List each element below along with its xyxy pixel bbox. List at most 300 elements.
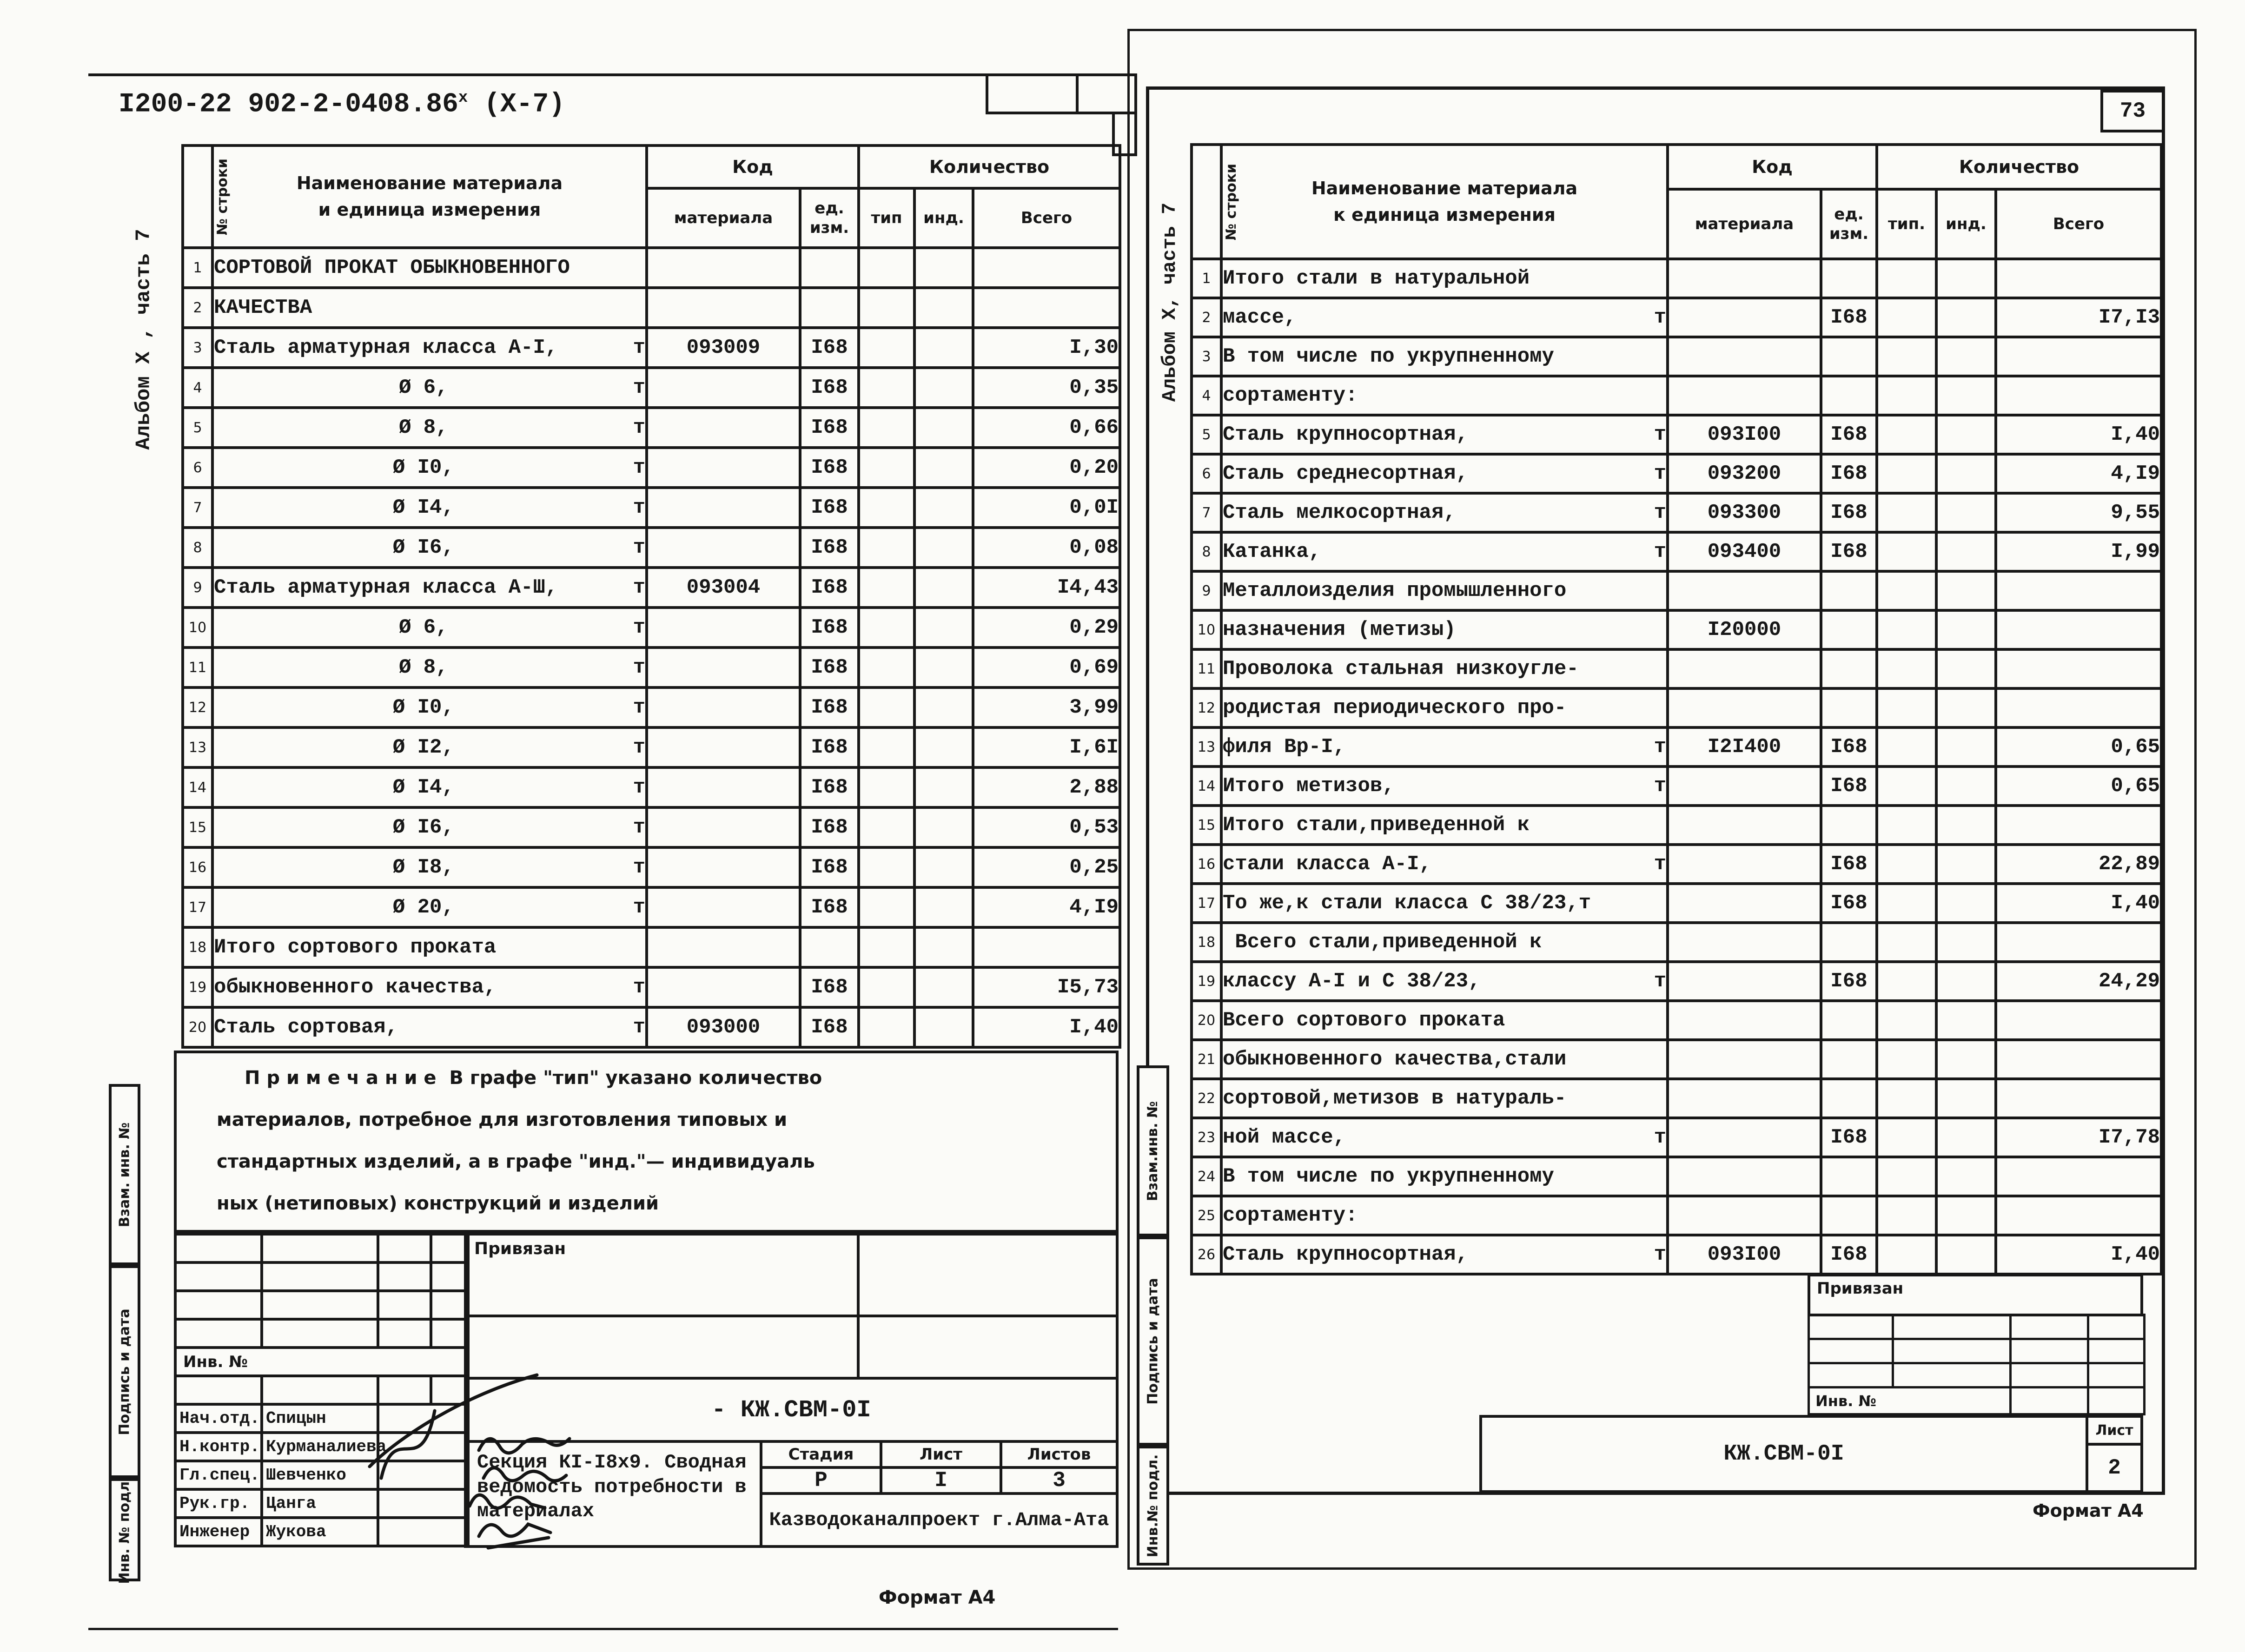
material-name-wrap (1223, 931, 1666, 954)
individual-qty-cell (914, 648, 973, 687)
material-name-cell (212, 847, 647, 887)
material-name-text: Ø I0, (392, 696, 454, 719)
unit-code-cell (1821, 688, 1877, 727)
unit-code-cell: I68 (1821, 1235, 1877, 1274)
table-row (183, 248, 1120, 288)
doc-code-cell-right: КЖ.СВМ-0I (1479, 1415, 2088, 1493)
individual-qty-cell (914, 448, 973, 488)
row-number-cell: 7 (183, 488, 212, 528)
document-number-suffix: (Х-7) (468, 89, 565, 120)
material-name-cell (212, 967, 647, 1007)
type-qty-cell (1877, 845, 1936, 884)
signature-role-cell: Рук.гр. (175, 1489, 262, 1518)
row-number-cell: 14 (1192, 767, 1221, 806)
material-name-wrap (214, 616, 645, 639)
total-qty-cell (1996, 571, 2161, 610)
type-qty-cell (1877, 884, 1936, 923)
material-name-wrap (1223, 774, 1666, 798)
sheet-number-cell: 73 (2100, 90, 2165, 132)
material-name-text: СОРТОВОЙ ПРОКАТ ОБЫКНОВЕННОГО (214, 256, 570, 279)
material-name-cell (1221, 337, 1668, 376)
type-qty-cell (1877, 571, 1936, 610)
material-name-cell (212, 248, 647, 288)
individual-qty-cell (914, 687, 973, 727)
row-number-cell: 5 (1192, 415, 1221, 454)
material-name-wrap (214, 376, 645, 399)
table-row (1192, 767, 2161, 806)
album-label-left: Альбом X , часть 7 (132, 229, 156, 450)
material-name-wrap (214, 336, 645, 359)
row-number-cell: 22 (1192, 1079, 1221, 1118)
empty-grid-cell (431, 1262, 468, 1291)
individual-qty-cell (1936, 1001, 1996, 1040)
material-name-text: Сталь арматурная класса А-Ш, (214, 576, 558, 599)
material-name-cell (1221, 571, 1668, 610)
row-number-cell: 24 (1192, 1157, 1221, 1196)
unit-code-cell: I68 (800, 1007, 859, 1047)
column-header-material-name: Наименование материала и единица измерения (212, 145, 647, 248)
material-name-wrap (214, 496, 645, 519)
margin-label-podpis-data-right: Подпись и дата (1137, 1236, 1169, 1446)
type-qty-cell (1877, 1196, 1936, 1235)
empty-grid-cell (378, 1234, 431, 1262)
empty-cell-mid-right (857, 1315, 1119, 1380)
type-qty-cell (1877, 923, 1936, 962)
material-name-cell (1221, 767, 1668, 806)
unit-text: т (633, 496, 645, 519)
individual-qty-cell (914, 767, 973, 807)
material-code-cell (647, 488, 800, 528)
total-qty-cell (973, 288, 1120, 328)
empty-grid-cell (262, 1262, 378, 1291)
type-qty-cell (859, 727, 914, 767)
type-qty-cell (859, 608, 914, 648)
material-name-wrap (214, 776, 645, 799)
row-number-cell: 13 (183, 727, 212, 767)
row-number-cell: 15 (183, 807, 212, 847)
material-code-cell (647, 927, 800, 967)
material-name-text: Проволока стальная низкоугле- (1223, 657, 1579, 681)
unit-text: т (633, 656, 645, 679)
unit-text: т (1654, 1126, 1666, 1149)
material-name-cell (1221, 727, 1668, 767)
material-name-wrap (1223, 696, 1666, 720)
list-label-cell: Лист (2086, 1415, 2143, 1446)
signature-stroke-rukgr (470, 1495, 545, 1508)
individual-qty-cell (1936, 337, 1996, 376)
individual-qty-cell (914, 368, 973, 408)
material-code-cell (1668, 1118, 1821, 1157)
format-note-left: Формат А4 (879, 1587, 996, 1608)
row-number-cell: 11 (183, 648, 212, 687)
column-header-row-number: № строки (183, 145, 212, 248)
total-qty-cell: I,40 (973, 1007, 1120, 1047)
note-line: П р и м е ч а н и е В графе "тип" указано количество (245, 1067, 822, 1089)
individual-qty-cell (914, 528, 973, 568)
total-qty-cell: 0,08 (973, 528, 1120, 568)
unit-text: т (1654, 540, 1666, 563)
individual-qty-cell (1936, 1118, 1996, 1157)
individual-qty-cell (914, 608, 973, 648)
material-name-text: В том числе по укрупненному (1223, 1165, 1554, 1188)
material-code-cell: 093000 (647, 1007, 800, 1047)
empty-grid-cell (262, 1291, 378, 1319)
material-name-wrap (1223, 735, 1666, 759)
type-qty-cell (859, 248, 914, 288)
material-name-text: Сталь арматурная класса А-I, (214, 336, 558, 359)
unit-code-cell: I68 (800, 887, 859, 927)
material-name-cell (1221, 415, 1668, 454)
column-header-individual: инд. (914, 188, 973, 248)
table-row (1192, 923, 2161, 962)
table-row (183, 967, 1120, 1007)
total-qty-cell: 0,65 (1996, 767, 2161, 806)
material-name-wrap (214, 256, 645, 279)
material-name-wrap (214, 536, 645, 559)
material-name-cell (1221, 298, 1668, 337)
row-number-cell: 4 (183, 368, 212, 408)
type-qty-cell (1877, 610, 1936, 649)
material-name-wrap (1223, 540, 1666, 563)
table-row (183, 687, 1120, 727)
empty-grid-cell (378, 1291, 431, 1319)
unit-code-cell (1821, 610, 1877, 649)
total-qty-cell (1996, 1157, 2161, 1196)
individual-qty-cell (1936, 259, 1996, 298)
material-name-wrap (214, 576, 645, 599)
total-qty-cell (1996, 1001, 2161, 1040)
material-name-text: Ø I0, (392, 456, 454, 479)
titleblock-inv-row (1809, 1388, 2145, 1414)
unit-code-cell: I68 (800, 807, 859, 847)
individual-qty-cell (914, 328, 973, 368)
unit-code-cell (1821, 571, 1877, 610)
signature-role-cell: Инженер (175, 1518, 262, 1546)
material-name-wrap (1223, 1243, 1666, 1266)
row-number-cell: 16 (1192, 845, 1221, 884)
material-code-cell (647, 648, 800, 687)
material-name-wrap (1223, 579, 1666, 602)
material-name-text: Катанка, (1223, 540, 1321, 563)
material-name-wrap (1223, 306, 1666, 329)
titleblock-grid-row (1809, 1315, 2145, 1339)
material-name-text: Итого стали в натуральной (1223, 267, 1530, 290)
unit-code-cell: I68 (1821, 454, 1877, 493)
left-page-top-rule (88, 73, 1137, 76)
empty-grid-cell (262, 1234, 378, 1262)
stage-value-listov: 3 (1000, 1466, 1119, 1495)
unit-code-cell: I68 (1821, 962, 1877, 1001)
type-qty-cell (859, 448, 914, 488)
type-qty-cell (1877, 806, 1936, 845)
total-qty-cell: I4,43 (973, 568, 1120, 608)
unit-code-cell: I68 (800, 448, 859, 488)
note-line: материалов, потребное для изготовления типовых и (217, 1109, 788, 1130)
document-number (119, 89, 565, 119)
unit-code-cell (800, 288, 859, 328)
margin-label-vzam-inv-left: Взам. инв. № (109, 1084, 140, 1265)
material-code-cell (647, 448, 800, 488)
material-code-cell (1668, 1079, 1821, 1118)
type-qty-cell (1877, 1118, 1936, 1157)
total-qty-cell: 9,55 (1996, 493, 2161, 532)
column-header-material-name: Наименование материала к единица измерения (1221, 145, 1668, 259)
unit-code-cell: I68 (800, 648, 859, 687)
total-qty-cell: 0,66 (973, 408, 1120, 448)
column-header-material-code: материала (647, 188, 800, 248)
total-qty-cell (1996, 337, 2161, 376)
individual-qty-cell (914, 727, 973, 767)
unit-text: т (1654, 306, 1666, 329)
row-number-cell: 17 (183, 887, 212, 927)
individual-qty-cell (1936, 1040, 1996, 1079)
material-name-text: обыкновенного качества,стали (1223, 1048, 1567, 1071)
type-qty-cell (859, 288, 914, 328)
individual-qty-cell (1936, 298, 1996, 337)
signature-name-cell: Спицын (262, 1404, 378, 1433)
row-number-cell: 8 (183, 528, 212, 568)
total-qty-cell: I5,73 (973, 967, 1120, 1007)
signature-stroke-nachotd-loop (381, 1411, 435, 1478)
material-name-cell (1221, 1235, 1668, 1274)
material-name-cell (1221, 1079, 1668, 1118)
column-header-total: Всего (1996, 189, 2161, 259)
material-name-wrap (1223, 813, 1666, 837)
unit-code-cell: I68 (800, 967, 859, 1007)
material-name-text: Ø I8, (392, 856, 454, 879)
signature-name-cell: Шевченко (262, 1461, 378, 1489)
row-number-cell: 23 (1192, 1118, 1221, 1157)
material-name-text: Ø I4, (392, 496, 454, 519)
material-name-text: Итого сортового проката (214, 936, 497, 959)
table-row (1192, 454, 2161, 493)
material-name-wrap (1223, 384, 1666, 407)
row-number-cell: 6 (183, 448, 212, 488)
unit-code-cell: I68 (800, 687, 859, 727)
type-qty-cell (859, 927, 914, 967)
total-qty-cell: 0,65 (1996, 727, 2161, 767)
material-name-wrap (1223, 852, 1666, 876)
individual-qty-cell (1936, 376, 1996, 415)
material-name-cell (212, 608, 647, 648)
material-name-cell (212, 648, 647, 687)
table-row (1192, 571, 2161, 610)
type-qty-cell (859, 887, 914, 927)
table-row (183, 448, 1120, 488)
table-row (183, 1007, 1120, 1047)
material-name-wrap (1223, 345, 1666, 368)
titleblock-grid-row (1809, 1339, 2145, 1363)
total-qty-cell: I,40 (1996, 415, 2161, 454)
type-qty-cell (1877, 454, 1936, 493)
signature-role-cell: Нач.отд. (175, 1404, 262, 1433)
left-page-bottom-rule (88, 1628, 1118, 1630)
unit-code-cell (1821, 1196, 1877, 1235)
margin-label-vzam-inv-right: Взам.инв. № (1137, 1065, 1169, 1236)
unit-code-cell (1821, 649, 1877, 688)
stage-header-stadia: Стадия (760, 1440, 882, 1469)
row-number-cell: 1 (1192, 259, 1221, 298)
material-name-cell (212, 1007, 647, 1047)
unit-text: т (633, 976, 645, 999)
row-number-cell: 9 (1192, 571, 1221, 610)
type-qty-cell (1877, 532, 1936, 571)
table-row (1192, 298, 2161, 337)
unit-text: т (633, 576, 645, 599)
material-name-text: Ø 8, (398, 656, 448, 679)
column-header-material-code: материала (1668, 189, 1821, 259)
material-code-cell (1668, 376, 1821, 415)
material-code-cell (1668, 1040, 1821, 1079)
individual-qty-cell (914, 807, 973, 847)
individual-qty-cell (1936, 767, 1996, 806)
material-code-cell (1668, 649, 1821, 688)
row-number-cell: 18 (183, 927, 212, 967)
table-row (183, 767, 1120, 807)
note-box (174, 1051, 1119, 1233)
unit-code-cell: I68 (1821, 298, 1877, 337)
unit-text: т (633, 616, 645, 639)
total-qty-cell (1996, 688, 2161, 727)
row-number-cell: 1 (183, 248, 212, 288)
table-row (1192, 1235, 2161, 1274)
material-name-text: Сталь среднесортная, (1223, 462, 1469, 485)
material-code-cell (1668, 845, 1821, 884)
type-qty-cell (1877, 1079, 1936, 1118)
unit-text: т (633, 776, 645, 799)
unit-code-cell: I68 (800, 528, 859, 568)
table-row (1192, 806, 2161, 845)
empty-grid-cell (431, 1291, 468, 1319)
unit-code-cell: I68 (1821, 884, 1877, 923)
individual-qty-cell (914, 288, 973, 328)
total-qty-cell: 0,35 (973, 368, 1120, 408)
total-qty-cell: 4,I9 (973, 887, 1120, 927)
type-qty-cell (1877, 1235, 1936, 1274)
stage-value-stadia: Р (760, 1466, 882, 1495)
row-number-cell: 16 (183, 847, 212, 887)
signature-name-cell: Цанга (262, 1489, 378, 1518)
table-row (1192, 1040, 2161, 1079)
total-qty-cell: 24,29 (1996, 962, 2161, 1001)
individual-qty-cell (1936, 1235, 1996, 1274)
materials-table-left (181, 144, 1121, 1049)
material-name-wrap (1223, 1048, 1666, 1071)
unit-text: т (1654, 501, 1666, 524)
margin-label-podpis-data-left: Подпись и дата (109, 1265, 140, 1478)
material-code-cell (647, 608, 800, 648)
materials-table-right (1190, 143, 2163, 1275)
document-number-superscript: х (458, 89, 468, 107)
unit-code-cell (1821, 1001, 1877, 1040)
type-qty-cell (1877, 493, 1936, 532)
unit-text: т (1654, 774, 1666, 798)
unit-code-cell: I68 (1821, 532, 1877, 571)
material-code-cell: I2I400 (1668, 727, 1821, 767)
individual-qty-cell (1936, 1157, 1996, 1196)
type-qty-cell (1877, 1001, 1936, 1040)
type-qty-cell (859, 368, 914, 408)
total-qty-cell (973, 927, 1120, 967)
material-name-wrap (1223, 892, 1666, 915)
empty-grid-cell (431, 1234, 468, 1262)
material-name-cell (1221, 493, 1668, 532)
unit-text: т (1654, 852, 1666, 876)
material-name-text: Металлоизделия промышленного (1223, 579, 1567, 602)
material-name-wrap (214, 696, 645, 719)
material-name-wrap (214, 936, 645, 959)
total-qty-cell (1996, 259, 2161, 298)
material-name-wrap (1223, 1204, 1666, 1227)
material-name-cell (212, 368, 647, 408)
unit-code-cell (1821, 806, 1877, 845)
material-name-text: Ø I6, (392, 816, 454, 839)
unit-code-cell (1821, 1040, 1877, 1079)
individual-qty-cell (1936, 923, 1996, 962)
material-code-cell: 093200 (1668, 454, 1821, 493)
material-code-cell (647, 368, 800, 408)
material-code-cell: 093009 (647, 328, 800, 368)
total-qty-cell: 0,25 (973, 847, 1120, 887)
material-name-text: Итого стали,приведенной к (1223, 813, 1530, 837)
row-number-cell: 11 (1192, 649, 1221, 688)
type-qty-cell (859, 687, 914, 727)
material-name-text: сортовой,метизов в натураль- (1223, 1087, 1567, 1110)
signature-squiggles (325, 1367, 679, 1566)
material-name-cell (212, 687, 647, 727)
row-number-cell: 3 (183, 328, 212, 368)
individual-qty-cell (914, 408, 973, 448)
total-qty-cell: I,40 (1996, 1235, 2161, 1274)
material-code-cell (647, 967, 800, 1007)
material-code-cell (1668, 1157, 1821, 1196)
material-name-wrap (214, 1016, 645, 1039)
material-code-cell (647, 687, 800, 727)
material-name-wrap (1223, 1126, 1666, 1149)
empty-grid-cell (431, 1319, 468, 1348)
row-number-cell: 10 (1192, 610, 1221, 649)
total-qty-cell: 0,29 (973, 608, 1120, 648)
material-name-text: Сталь мелкосортная, (1223, 501, 1456, 524)
material-name-cell (212, 528, 647, 568)
unit-text: т (1654, 423, 1666, 446)
unit-text: т (1654, 970, 1666, 993)
table-row (183, 847, 1120, 887)
table-row (1192, 727, 2161, 767)
material-code-cell (647, 807, 800, 847)
row-number-cell: 20 (183, 1007, 212, 1047)
material-name-text: Ø 8, (398, 416, 448, 439)
titleblock-grid-row (1809, 1363, 2145, 1388)
material-name-cell (1221, 1001, 1668, 1040)
material-name-cell (1221, 610, 1668, 649)
privyazan-cell-left: Привязан (464, 1233, 860, 1317)
individual-qty-cell (1936, 727, 1996, 767)
unit-text: т (633, 696, 645, 719)
empty-grid-cell (175, 1376, 262, 1404)
unit-text: т (633, 416, 645, 439)
privyazan-cell-right: Привязан (1808, 1274, 2143, 1316)
individual-qty-cell (1936, 884, 1996, 923)
unit-text: т (633, 1016, 645, 1039)
material-name-text: Итого метизов, (1223, 774, 1395, 798)
column-group-quantity: Количество (859, 145, 1120, 188)
row-number-cell: 10 (183, 608, 212, 648)
material-name-cell (212, 767, 647, 807)
material-name-wrap (1223, 970, 1666, 993)
table-row (1192, 415, 2161, 454)
empty-grid-cell (378, 1262, 431, 1291)
